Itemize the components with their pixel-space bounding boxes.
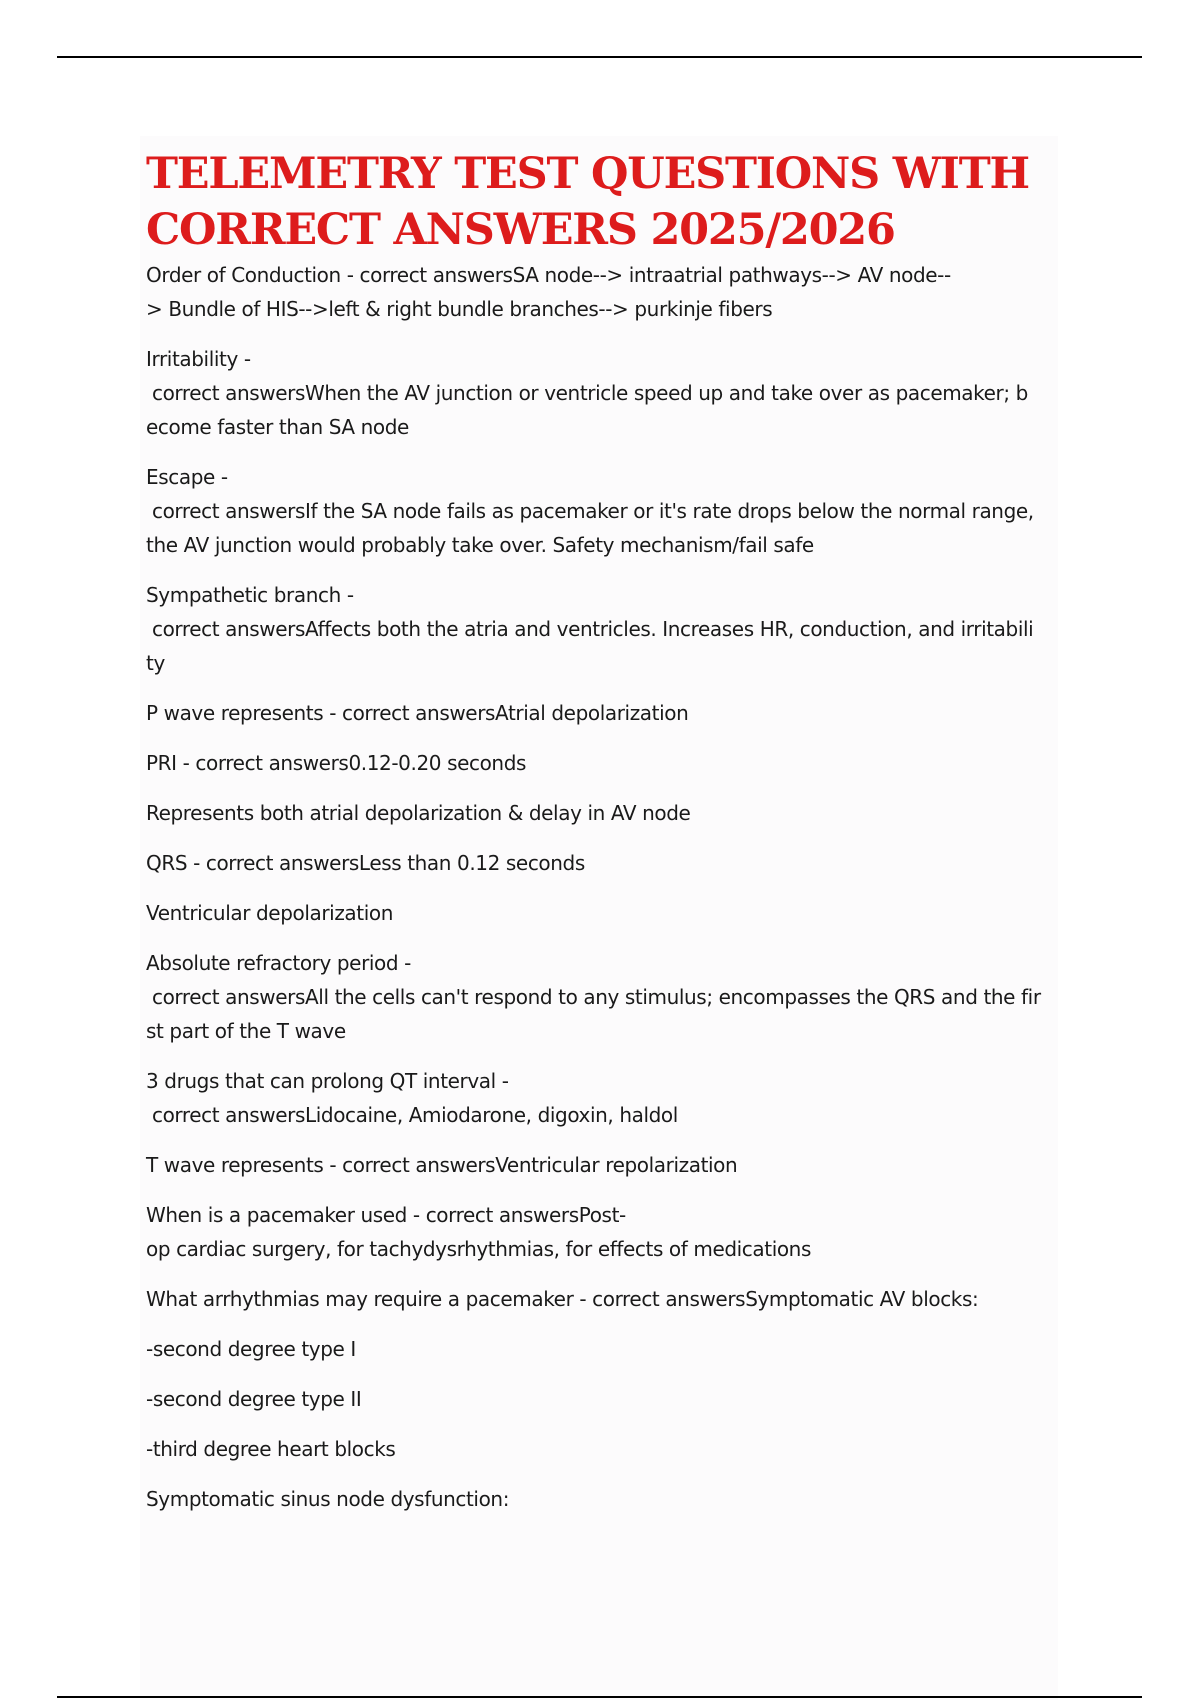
question-text: PRI - correct answers — [146, 751, 349, 775]
answer-text: -second degree type I — [146, 1337, 356, 1361]
question-text: What arrhythmias may require a pacemaker - correct answers — [146, 1287, 746, 1311]
question-text: When is a pacemaker used - correct answers — [146, 1203, 579, 1227]
bottom-rule — [57, 1696, 1142, 1698]
answer-text: -third degree heart blocks — [146, 1437, 396, 1461]
answer-text: Symptomatic AV blocks: — [745, 1287, 979, 1311]
qa-entry — [146, 846, 1066, 880]
qa-entry — [146, 796, 1066, 830]
qa-entry — [146, 1432, 1066, 1466]
qa-entry — [146, 696, 1066, 730]
answer-text: Atrial depolarization — [495, 701, 689, 725]
qa-entry — [146, 578, 1066, 680]
answer-text: Post- op cardiac surgery, for tachydysrhythmias, for effects of medications — [146, 1203, 811, 1261]
qa-entry — [146, 1382, 1066, 1416]
qa-entry — [146, 896, 1066, 930]
qa-entry — [146, 460, 1066, 562]
qa-entry — [146, 1332, 1066, 1366]
answer-text: Less than 0.12 seconds — [358, 851, 585, 875]
qa-entry — [146, 1064, 1066, 1132]
question-text: P wave represents - correct answers — [146, 701, 496, 725]
top-rule — [57, 56, 1142, 58]
document-title: TELEMETRY TEST QUESTIONS WITH CORRECT ANSWERS 2025/2026 — [146, 149, 1029, 255]
answer-text: Affects both the atria and ventricles. Increases HR, conduction, and irritabili ty — [146, 617, 1034, 675]
answer-text: Represents both atrial depolarization & delay in AV node — [146, 801, 691, 825]
question-text: 3 drugs that can prolong QT interval - correct answers — [146, 1069, 509, 1127]
question-text: Irritability - correct answers — [146, 347, 306, 405]
qa-entry — [146, 946, 1066, 1048]
answer-text: Lidocaine, Amiodarone, digoxin, haldol — [305, 1103, 678, 1127]
answer-text: Symptomatic sinus node dysfunction: — [146, 1487, 510, 1511]
question-text: Absolute refractory period - correct answers — [146, 951, 411, 1009]
qa-list — [146, 258, 1066, 1516]
qa-entry — [146, 1148, 1066, 1182]
qa-entry — [146, 342, 1066, 444]
question-text: QRS - correct answers — [146, 851, 359, 875]
qa-entry — [146, 1482, 1066, 1516]
qa-entry — [146, 258, 1066, 326]
question-text: Order of Conduction - correct answers — [146, 263, 513, 287]
document-content — [146, 146, 1066, 1532]
answer-text: 0.12-0.20 seconds — [348, 751, 527, 775]
qa-entry — [146, 1198, 1066, 1266]
answer-text: All the cells can't respond to any stimulus; encompasses the QRS and the fir st part of the T wave — [146, 985, 1041, 1043]
answer-text: When the AV junction or ventricle speed up and take over as pacemaker; b ecome faster than SA node — [146, 381, 1028, 439]
question-text: Sympathetic branch - correct answers — [146, 583, 354, 641]
answer-text: SA node--> intraatrial pathways--> AV node-- > Bundle of HIS-->left & right bundle branches--> purkinje fibers — [146, 263, 951, 321]
answer-text: Ventricular depolarization — [146, 901, 393, 925]
question-text: Escape - correct answers — [146, 465, 306, 523]
answer-text: If the SA node fails as pacemaker or it's rate drops below the normal range, the AV junction would probably take over. Safety mechanism/fail safe — [146, 499, 1034, 557]
question-text: T wave represents - correct answers — [146, 1153, 496, 1177]
answer-text: -second degree type II — [146, 1387, 362, 1411]
answer-text: Ventricular repolarization — [495, 1153, 738, 1177]
qa-entry — [146, 746, 1066, 780]
qa-entry — [146, 1282, 1066, 1316]
